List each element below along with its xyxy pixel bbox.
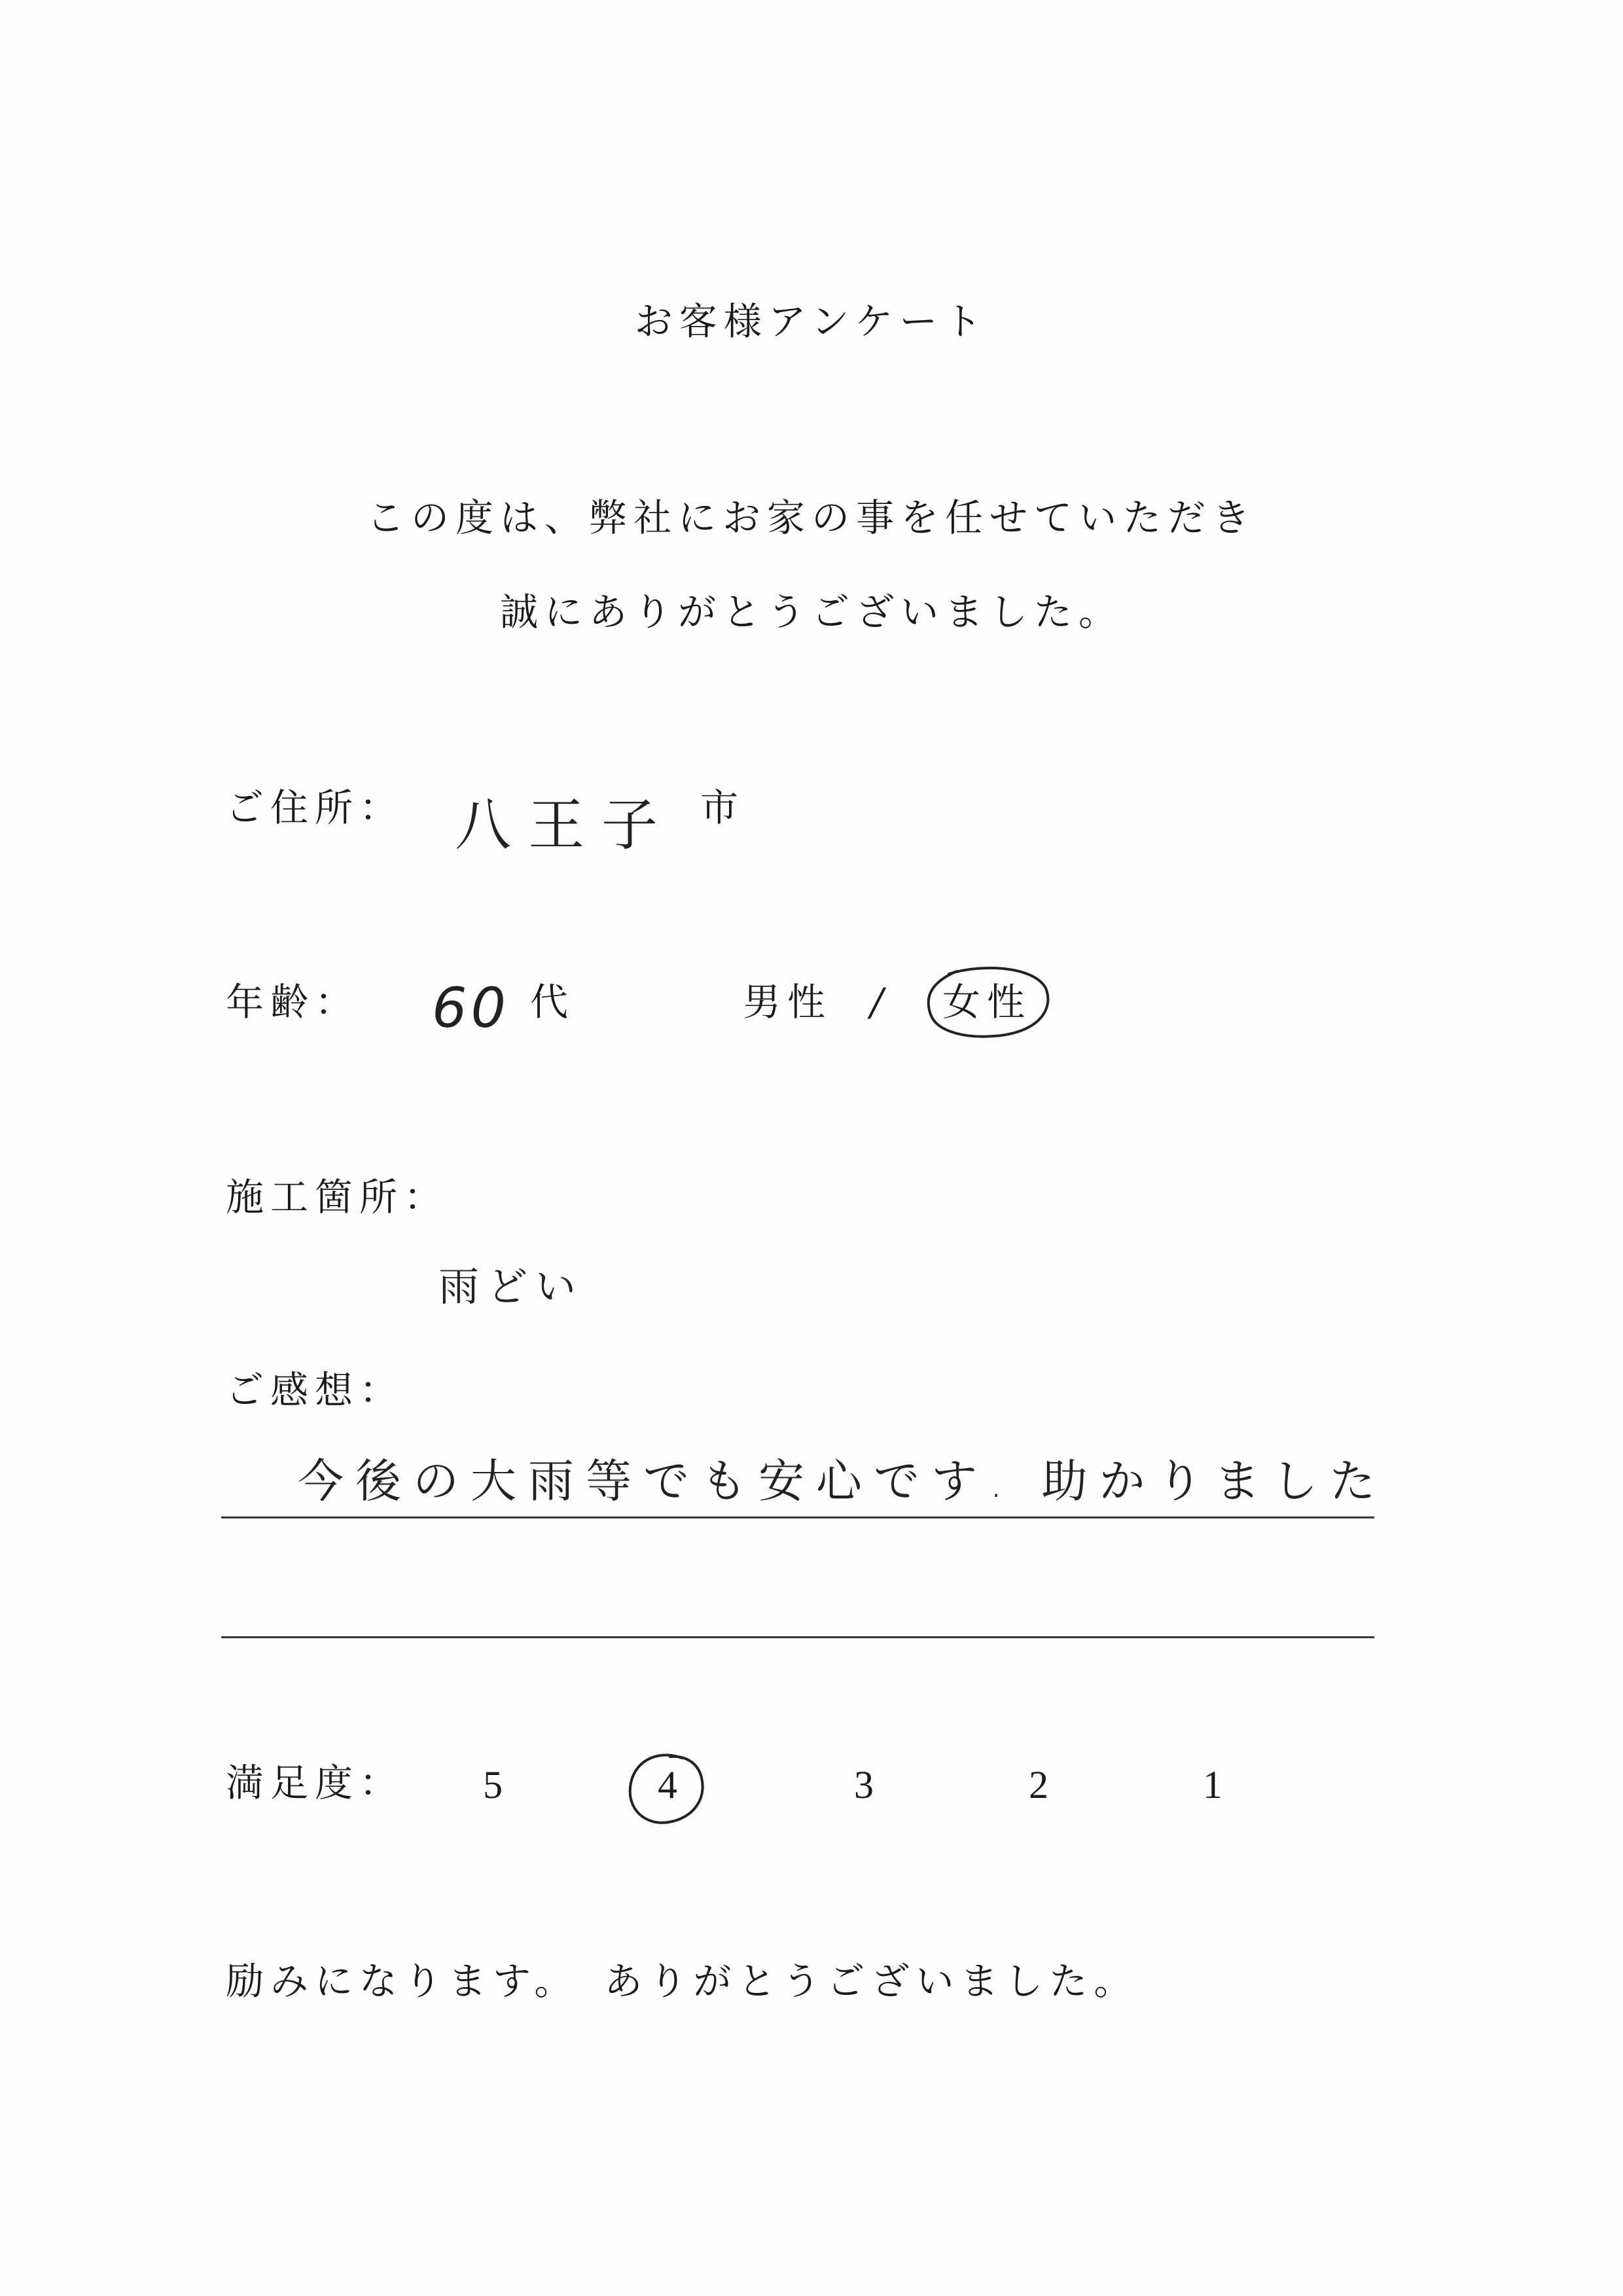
- closing-message: 励みになります。 ありがとうございました。: [226, 1959, 1139, 2003]
- work-location-label: 施工箇所：: [226, 1175, 449, 1219]
- satisfaction-option-1: 1: [1203, 1763, 1222, 1806]
- gender-separator: /: [870, 980, 890, 1024]
- satisfaction-option-3: 3: [854, 1763, 874, 1806]
- address-handwritten-value: 八王子: [455, 793, 675, 858]
- address-suffix: 市: [700, 785, 745, 830]
- address-label: ご住所：: [226, 785, 404, 830]
- gender-female: 女性: [942, 980, 1032, 1024]
- greeting-line-1: この度は、弊社にお家の事を任せていただき: [366, 495, 1257, 540]
- satisfaction-option-5: 5: [483, 1763, 503, 1806]
- impressions-handwritten-value: 今後の大雨等でも安心です. 助かりました: [298, 1454, 1387, 1508]
- work-location-handwritten-value: 雨どい: [438, 1263, 584, 1310]
- age-suffix: 代: [530, 980, 575, 1024]
- greeting-line-2: 誠にありがとうございました。: [499, 590, 1123, 634]
- survey-title: お客様アンケート: [634, 299, 989, 344]
- age-handwritten-value: 60: [432, 976, 510, 1040]
- age-label: 年齢：: [226, 980, 360, 1024]
- gender-male: 男性: [743, 980, 832, 1024]
- impressions-rule-2: [221, 1636, 1374, 1638]
- satisfaction-label: 満足度：: [226, 1761, 404, 1805]
- impressions-label: ご感想：: [226, 1368, 404, 1412]
- satisfaction-selection-circle: [622, 1749, 713, 1840]
- impressions-rule-1: [221, 1516, 1374, 1518]
- satisfaction-option-2: 2: [1029, 1763, 1048, 1806]
- female-selection-circle: [923, 962, 1054, 1047]
- satisfaction-option-4: 4: [658, 1763, 677, 1806]
